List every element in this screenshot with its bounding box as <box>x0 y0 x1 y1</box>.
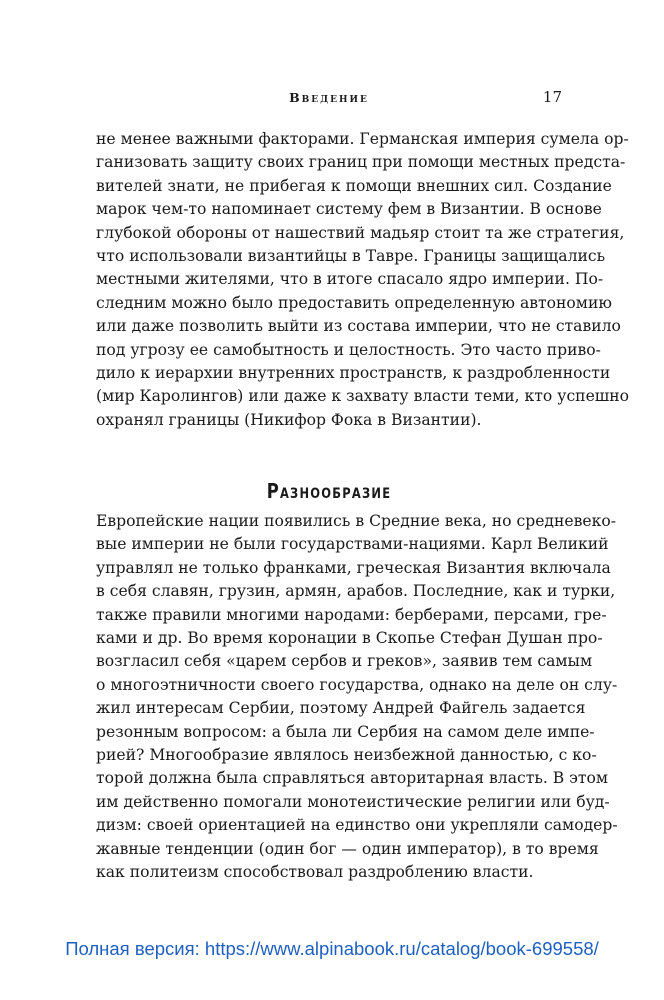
text-line: не менее важными факторами. Германская империя сумела ор- <box>96 130 629 148</box>
text-line: охранял границы (Никифор Фока в Византии). <box>96 410 482 429</box>
paragraph-1 <box>96 128 630 432</box>
text-line: о многоэтничности своего государства, однако на деле он слу- <box>96 675 618 694</box>
paragraph-2 <box>96 510 618 885</box>
text-line: марок чем-то напоминает систему фем в Византии. В основе <box>96 200 602 219</box>
text-line: также правили многими народами: берберами, персами, гре- <box>96 605 607 624</box>
text-line: им действенно помогали монотеистические религии или буд- <box>96 792 610 811</box>
full-version-link[interactable]: Полная версия: https://www.alpinabook.ru/catalog/book-699558/ <box>65 938 599 959</box>
text-line: резонным вопросом: а была ли Сербия на самом деле импе- <box>96 722 595 741</box>
text-line: жил интересам Сербии, поэтому Андрей Файгель задается <box>96 699 586 718</box>
text-line: вителей знати, не прибегая к помощи внешних сил. Создание <box>96 176 612 195</box>
text-line: или даже позволить выйти из состава империи, что не ставило <box>96 317 621 336</box>
text-line: следним можно было предоставить определенную автономию <box>96 293 612 312</box>
text-line: дизм: своей ориентацией на единство они укрепляли самодер- <box>96 816 618 835</box>
text-line: под угрозу ее самобытность и целостность. Это часто приво- <box>96 340 601 359</box>
text-line: глубокой обороны от нашествий мадьяр стоит та же стратегия, <box>96 223 625 242</box>
running-head: Введение <box>289 90 369 105</box>
page-header <box>96 90 562 110</box>
text-line: жавные тенденции (один бог — один император), в то время <box>96 839 599 858</box>
section-heading: Разнообразие <box>266 478 392 503</box>
text-line: торой должна была справляться авторитарная власть. В этом <box>96 769 609 788</box>
text-line: в себя славян, грузин, армян, арабов. Последние, как и турки, <box>96 582 616 601</box>
text-line: местными жителями, что в итоге спасало ядро империи. По- <box>96 270 604 289</box>
text-line: как политеизм способствовал раздроблению власти. <box>96 863 534 882</box>
text-line: дило к иерархии внутренних пространств, к раздробленности <box>96 364 611 383</box>
page-number: 17 <box>542 88 562 106</box>
text-line: вые империи не были государствами-нациями. Карл Великий <box>96 535 609 554</box>
text-line: управлял не только франками, греческая Византия включала <box>96 558 611 577</box>
text-line: возгласил себя «царем сербов и греков», заявив тем самым <box>96 652 593 671</box>
text-line: что использовали византийцы в Тавре. Границы защищались <box>96 247 606 266</box>
text-line: ками и др. Во время коронации в Скопье Стефан Душан про- <box>96 629 603 648</box>
text-line: ганизовать защиту своих границ при помощи местных предста- <box>96 153 626 172</box>
text-line: Европейские нации появились в Средние века, но средневеко- <box>96 512 617 530</box>
text-line: (мир Каролингов) или даже к захвату власти теми, кто успешно <box>96 387 630 406</box>
text-line: рией? Многообразие являлось неизбежной данностью, с ко- <box>96 746 597 765</box>
